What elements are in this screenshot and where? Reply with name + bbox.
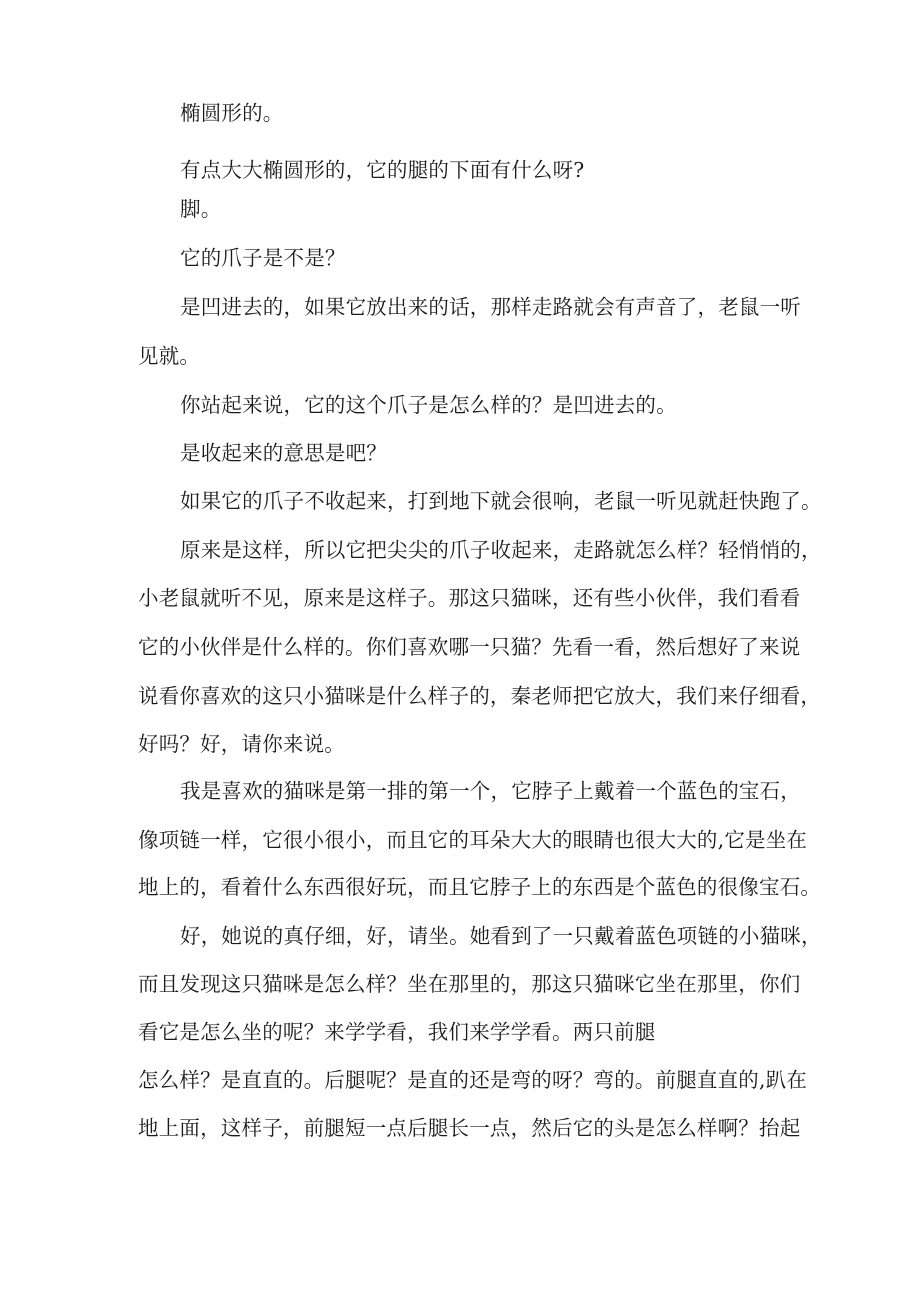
text-line-8: 是收起来的意思是吧？ [180, 441, 387, 465]
text-line-18: 好，她说的真仔细，好，请坐。她看到了一只戴着蓝色项链的小猫咪， [180, 924, 822, 948]
text-line-6: 见就。 [138, 344, 201, 368]
text-line-3: 脚。 [180, 197, 222, 221]
text-line-21: 怎么样？是直直的。后腿呢？是直的还是弯的呀？弯的。前腿直直的,趴在 [138, 1068, 808, 1092]
text-line-20: 看它是怎么坐的呢？来学学看，我们来学学看。两只前腿 [138, 1020, 656, 1044]
text-line-10: 原来是这样，所以它把尖尖的爪子收起来，走路就怎么样？轻悄悄的， [180, 538, 822, 562]
text-line-11: 小老鼠就听不见，原来是这样子。那这只猫咪，还有些小伙伴，我们看看 [138, 586, 801, 610]
text-line-5: 是凹进去的，如果它放出来的话，那样走路就会有声音了，老鼠一听 [180, 295, 801, 319]
text-line-17: 地上的，看着什么东西很好玩，而且它脖子上的东西是个蓝色的很像宝石。 [138, 875, 822, 899]
text-line-9: 如果它的爪子不收起来，打到地下就会很响，老鼠一听见就赶快跑了。 [180, 489, 822, 513]
text-line-19: 而且发现这只猫咪是怎么样？坐在那里的，那这只猫咪它坐在那里，你们 [138, 972, 801, 996]
text-line-15: 我是喜欢的猫咪是第一排的第一个，它脖子上戴着一个蓝色的宝石， [180, 779, 801, 803]
text-line-14: 好吗？好，请你来说。 [138, 732, 345, 756]
text-line-2: 有点大大椭圆形的，它的腿的下面有什么呀? [180, 158, 585, 182]
text-line-12: 它的小伙伴是什么样的。你们喜欢哪一只猫？先看一看，然后想好了来说 [138, 635, 801, 659]
text-line-7: 你站起来说，它的这个爪子是怎么样的？是凹进去的。 [180, 393, 677, 417]
text-line-16: 像项链一样，它很小很小，而且它的耳朵大大的眼睛也很大大的,它是坐在 [138, 828, 808, 852]
text-line-22: 地上面，这样子，前腿短一点后腿长一点，然后它的头是怎么样啊？抬起 [138, 1116, 801, 1140]
text-line-4: 它的爪子是不是？ [180, 246, 346, 270]
text-line-1: 椭圆形的。 [180, 101, 284, 125]
text-line-13: 说看你喜欢的这只小猫咪是什么样子的，秦老师把它放大，我们来仔细看， [138, 684, 822, 708]
